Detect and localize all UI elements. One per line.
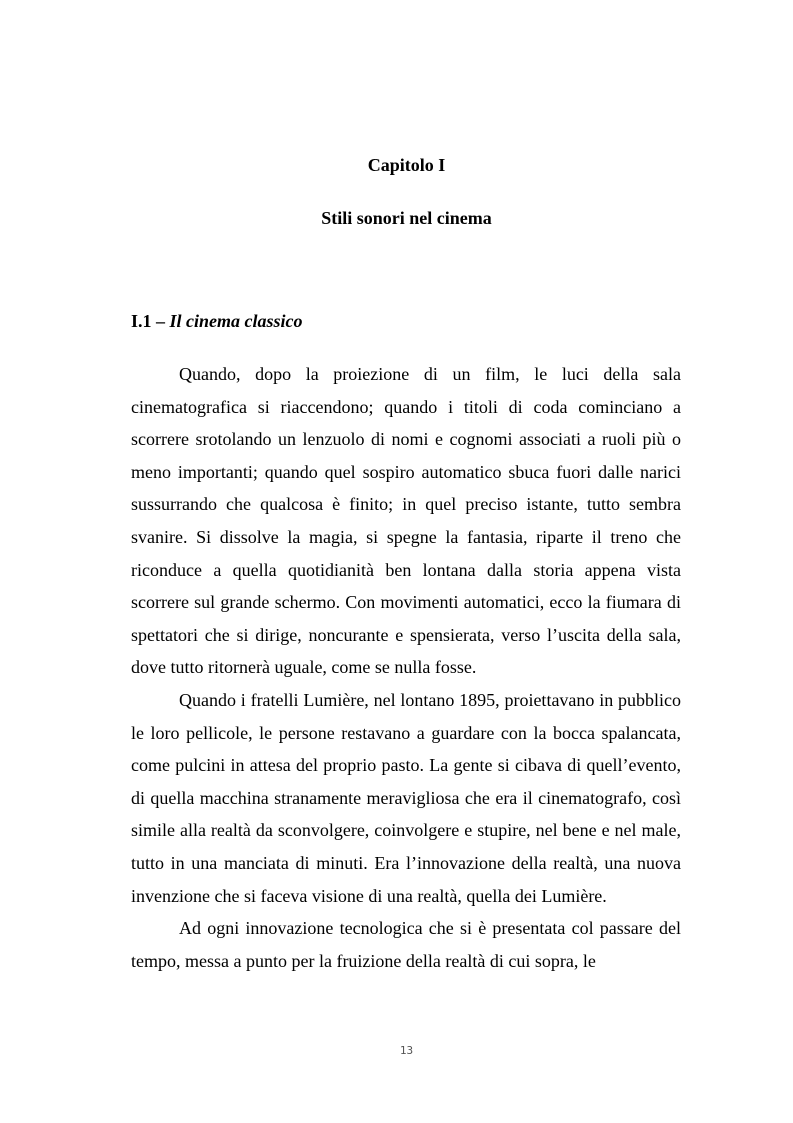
paragraph: Quando i fratelli Lumière, nel lontano 1895, proiettavano in pubblico le loro pellicole, le persone restavano a guardare con la bocca spalancata, come pulcini in attesa del proprio pasto. La gente si cibava di quell’evento, di quella macchina stranamente meravigliosa che era il cinematografo, così simile alla realtà da sconvolgere, coinvolgere e stupire, nel bene e nel male, tutto in una manciata di minuti. Era l’innovazione della realtà, una nuova invenzione che si faceva visione di una realtà, quella dei Lumière. [131,689,681,906]
body-text [131,358,681,977]
chapter-title: Stili sonori nel cinema [321,208,492,228]
chapter-label: Capitolo I [367,155,446,175]
paragraph: Quando, dopo la proiezione di un film, le luci della sala cinematografica si riaccendono; quando i titoli di coda cominciano a scorrere srotolando un lenzuolo di nomi e cognomi associati a ruoli più o meno importanti; quando quel sospiro automatico sbuca fuori dalle narici sussurrando che qualcosa è finito; in quel preciso istante, tutto sembra svanire. Si dissolve la magia, si spegne la fantasia, riparte il treno che riconduce a quella quotidianità ben lontana dalla storia appena vista scorrere sul grande schermo. Con movimenti automatici, ecco la fiumara di spettatori che si dirige, noncurante e spensierata, verso l’uscita della sala, dove tutto ritornerà uguale, come se nulla fosse. [131,364,681,678]
paragraph: Ad ogni innovazione tecnologica che si è presentata col passare del tempo, messa a punto per la fruizione della realtà di cui sopra, le [131,918,681,971]
section-heading [131,310,303,332]
section-title: Il cinema classico [169,311,303,331]
page-number: 13 [399,1044,414,1057]
section-number: I.1 – [131,311,166,331]
